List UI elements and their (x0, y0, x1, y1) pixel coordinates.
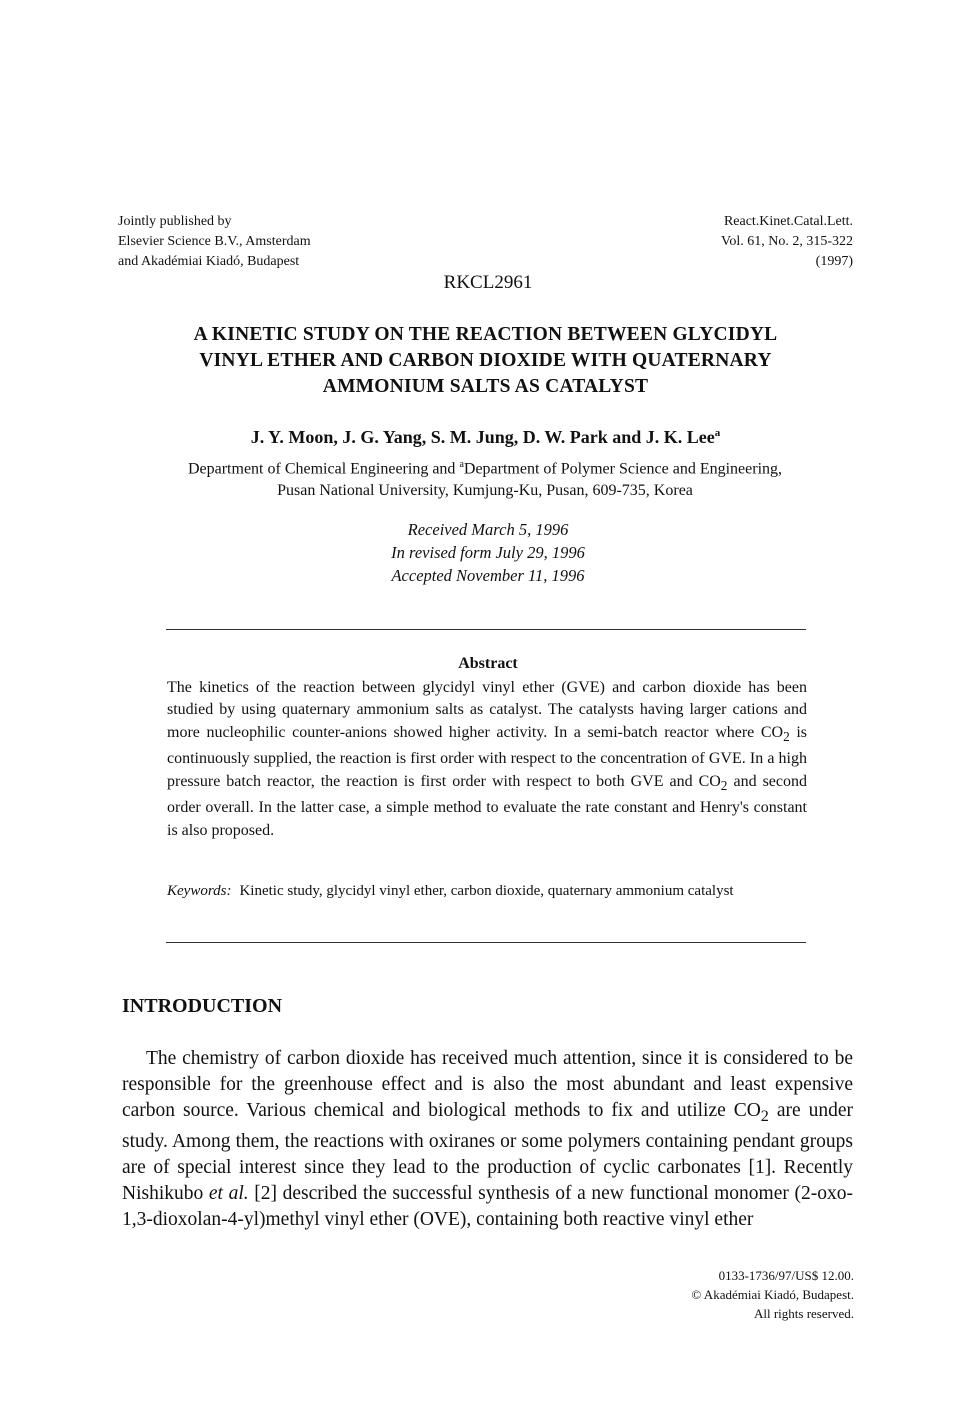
affiliation-line-1 (100, 454, 870, 480)
affiliation (100, 454, 870, 502)
abstract-heading: Abstract (458, 655, 518, 672)
abstract-sub1: 2 (783, 729, 790, 744)
abstract-sub2: 2 (720, 778, 728, 793)
affiliation-line-2: Pusan National University, Kumjung-Ku, Pusan, 609-735, Korea (277, 482, 693, 500)
introduction-text (122, 1046, 853, 1233)
abstract-s1: The kinetics of the reaction between glycidyl vinyl ether (GVE) and carbon dioxide has been studied by using quaternary ammonium salts as catalyst. The catalysts having larger cations and more nucleophilic counter-anions showed higher activity. In a semi-batch reactor where CO (167, 679, 807, 741)
history-dates (0, 518, 976, 587)
publisher-line: Elsevier Science B.V., Amsterdam (118, 234, 311, 249)
intro-p3: [2] described the successful synthesis of a new functional monomer (2-oxo-1,3-dioxolan-4-yl)methyl vinyl ether (OVE), containing both reactive vinyl ether (122, 1182, 853, 1230)
abstract-bottom-rule (166, 942, 806, 943)
intro-p1: The chemistry of carbon dioxide has received much attention, since it is considered to be responsible for the greenhouse effect and is also the most abundant and least expensive carbon source. Various chemical and biological methods to fix and utilize CO (122, 1048, 853, 1121)
publisher-info (118, 212, 311, 272)
abstract-s3: and second order overall. In the latter case, a simple method to evaluate the rate constant and Henry's constant is also proposed. (167, 772, 807, 839)
journal-line: Vol. 61, No. 2, 315-322 (721, 234, 853, 249)
title-line: VINYL ETHER AND CARBON DIOXIDE WITH QUATERNARY (199, 350, 772, 371)
publisher-line: and Akadémiai Kiadó, Budapest (118, 254, 300, 269)
received-date: Received March 5, 1996 (407, 520, 569, 539)
abstract-s2: is continuously supplied, the reaction is first order with respect to the concentration of GVE. In a high pressure batch reactor, the reaction is first order with respect to both GVE and CO (167, 723, 808, 790)
intro-etal: et al. (208, 1182, 249, 1204)
affiliation-sup: a (459, 459, 464, 470)
journal-citation (721, 212, 853, 272)
footer-line: © Akadémiai Kiadó, Budapest. (691, 1287, 854, 1302)
paper-title (118, 322, 853, 400)
article-code: RKCL2961 (443, 272, 533, 293)
title-line: A KINETIC STUDY ON THE REACTION BETWEEN GLYCIDYL (193, 324, 778, 345)
title-line: AMMONIUM SALTS AS CATALYST (322, 376, 649, 397)
journal-line: (1997) (815, 254, 853, 269)
abstract-top-rule (166, 629, 806, 630)
footer-line: All rights reserved. (753, 1306, 854, 1321)
revised-date: In revised form July 29, 1996 (391, 543, 585, 562)
publisher-line: Jointly published by (118, 214, 232, 229)
footer-line: 0133-1736/97/US$ 12.00. (718, 1268, 854, 1283)
intro-p2: are under study. Among them, the reactions with oxiranes or some polymers containing pendant groups are of special interest since they lead to the production of cyclic carbonates [1]. Recently Nishikubo (122, 1100, 854, 1204)
introduction-heading: INTRODUCTION (122, 995, 283, 1017)
accepted-date: Accepted November 11, 1996 (391, 566, 585, 585)
journal-line: React.Kinet.Catal.Lett. (723, 214, 853, 229)
keywords-label: Keywords: (167, 883, 232, 899)
affiliation-part2: Department of Polymer Science and Engineering, (463, 460, 783, 478)
keywords (167, 880, 807, 902)
intro-sub: 2 (760, 1106, 769, 1125)
affiliation-part1: Department of Chemical Engineering and (187, 460, 460, 478)
author-list (118, 427, 853, 448)
keywords-text: Kinetic study, glycidyl vinyl ether, carbon dioxide, quaternary ammonium catalyst (239, 883, 734, 899)
abstract-text (167, 677, 807, 842)
authors-sup: a (714, 427, 721, 439)
authors-text: J. Y. Moon, J. G. Yang, S. M. Jung, D. W. Park and J. K. Lee (250, 427, 715, 447)
copyright-footer (691, 1266, 854, 1323)
